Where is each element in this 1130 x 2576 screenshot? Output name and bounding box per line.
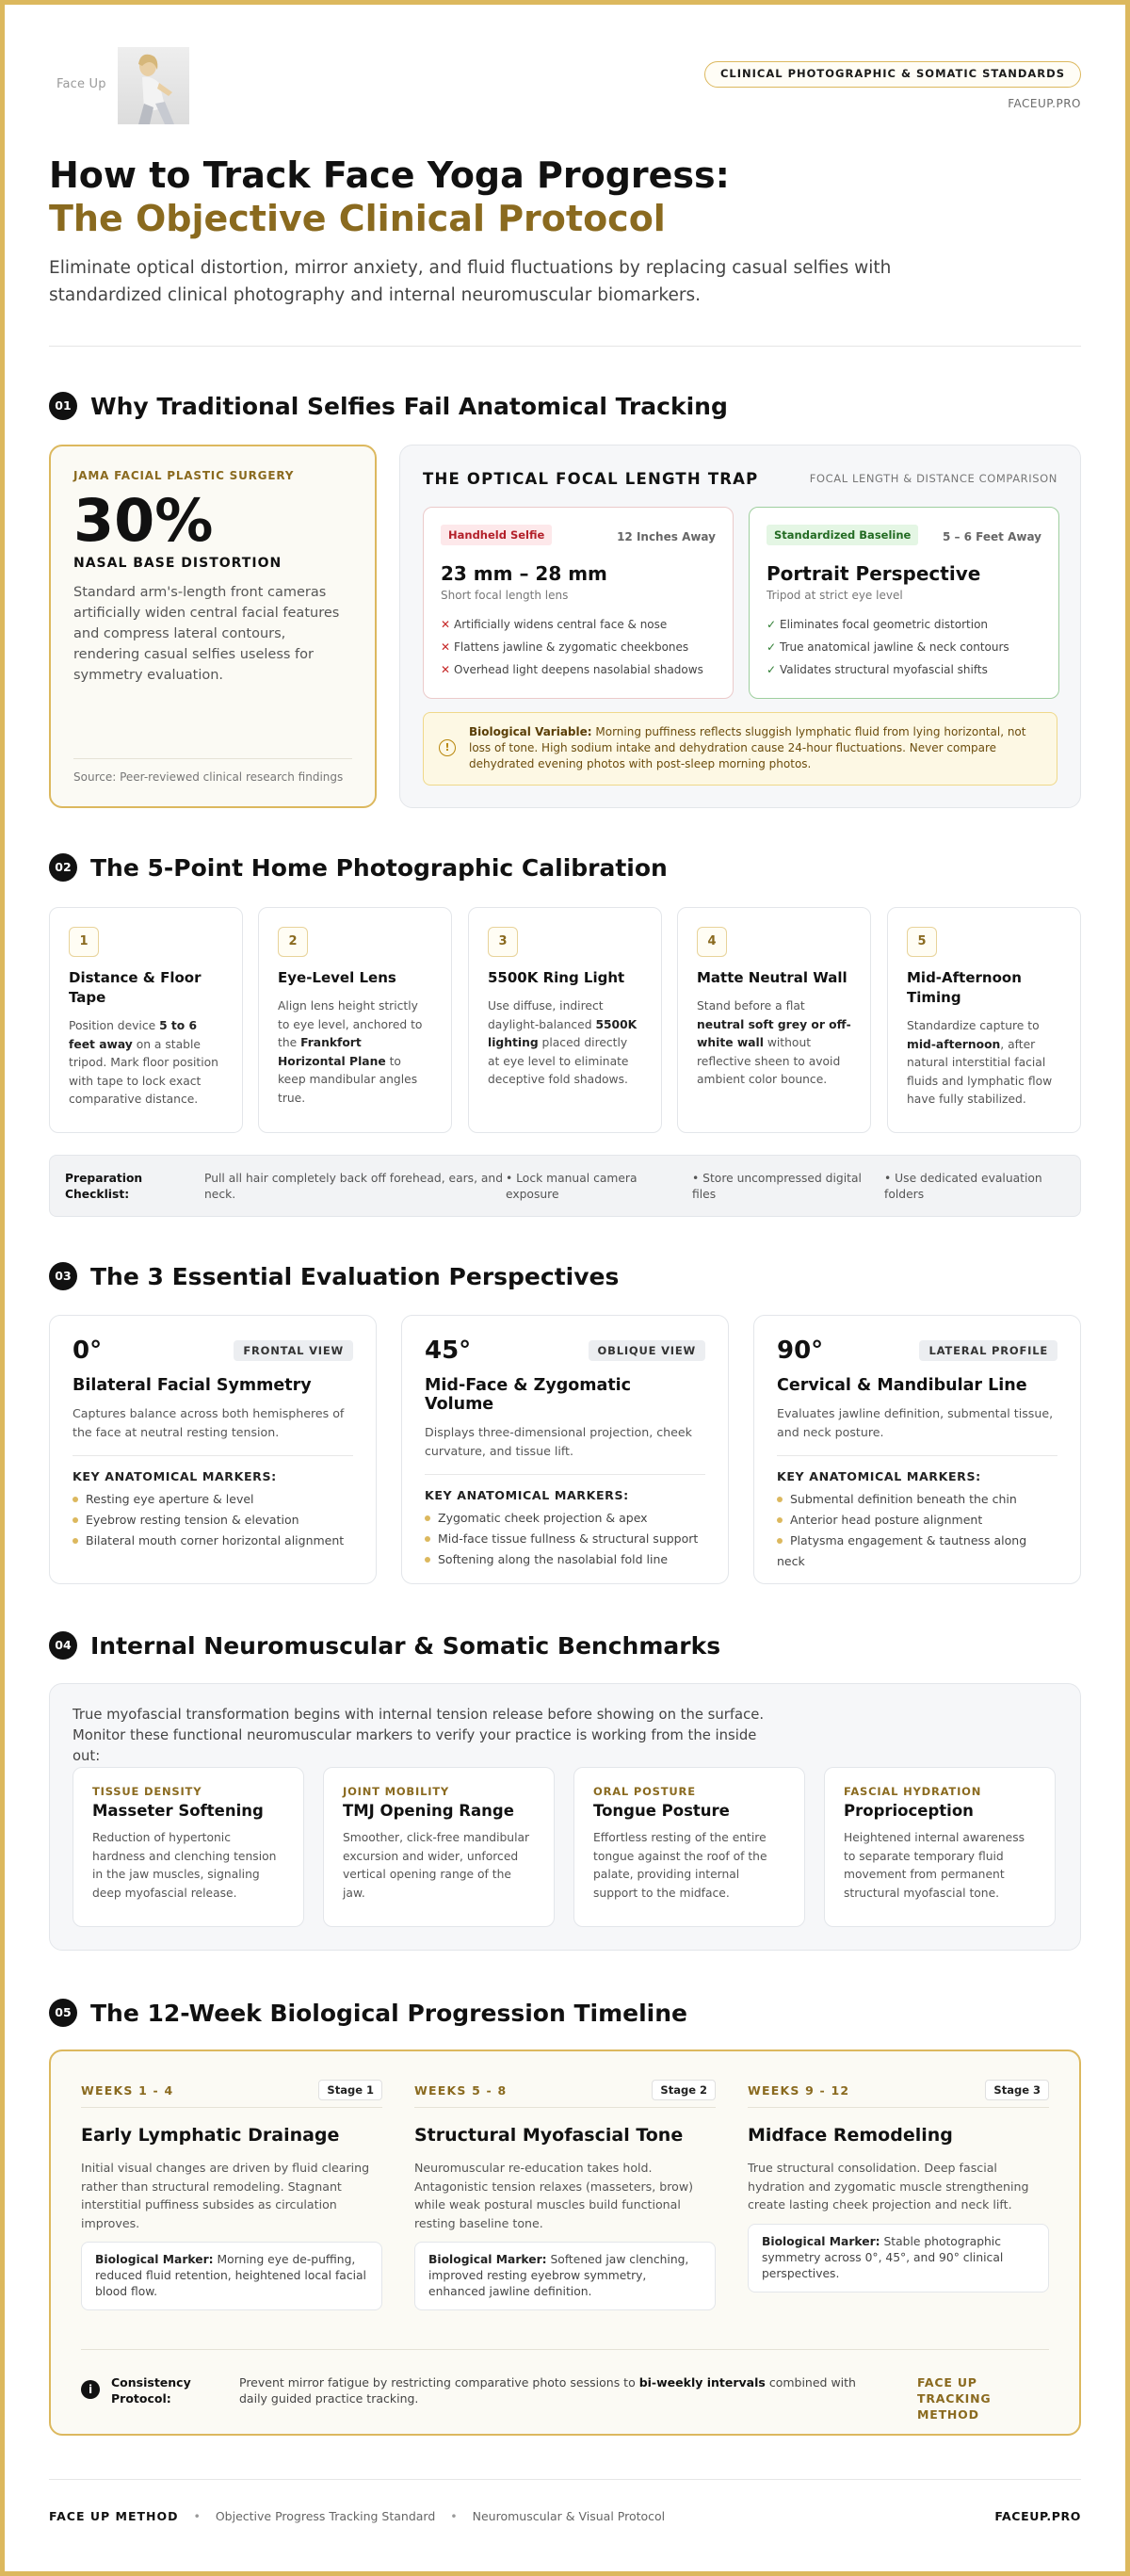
stage-description: Initial visual changes are driven by fluid clearing rather than structural remodeling. Stagnant interstitial puffiness subsides as circulation improves.: [81, 2161, 370, 2230]
stage-weeks: WEEKS 9 - 12: [748, 2083, 850, 2098]
progression-timeline: [49, 2049, 1081, 2436]
list-item: Platysma engagement & tautness along neck: [777, 1533, 1027, 1568]
list-item: ✓ Validates structural myofascial shifts: [767, 658, 1041, 681]
timeline-stage: [414, 2080, 716, 2310]
stage-header: [748, 2080, 1049, 2108]
site-url[interactable]: FACEUP.PRO: [1008, 97, 1081, 110]
step-description: Use diffuse, indirect daylight-balanced 5500K lighting placed directly at eye level to eliminate deceptive fold shadows.: [488, 999, 638, 1086]
section-4-heading: [49, 1631, 720, 1660]
note-label: Biological Variable:: [469, 725, 592, 738]
consistency-label: Consistency Protocol:: [111, 2375, 191, 2406]
biological-marker: Biological Marker: Stable photographic symmetry across 0°, 45°, and 90° clinical perspectives.: [748, 2224, 1049, 2292]
check-icon: ✓: [767, 640, 777, 654]
step-title: Distance & Floor Tape: [69, 969, 202, 1006]
perspective-angle: 0°: [73, 1337, 103, 1365]
perspective-title: Mid-Face & Zygomatic Volume: [425, 1376, 632, 1414]
list-item: Submental definition beneath the chin: [777, 1489, 1057, 1510]
benchmark-card: [73, 1767, 304, 1927]
section-number: 02: [49, 853, 77, 882]
intro-text: Eliminate optical distortion, mirror anxiety, and fluid fluctuations by replacing casual selfies with standardized clinical photography and internal neuromuscular biomarkers.: [49, 258, 892, 305]
title-line-1: How to Track Face Yoga Progress:: [49, 154, 730, 196]
footer-brand: FACE UP METHOD: [49, 2509, 179, 2523]
timeline-stage: [748, 2080, 1049, 2292]
checklist-item: • Lock manual camera exposure: [506, 1172, 638, 1201]
focal-trap-card: [399, 445, 1081, 808]
lens-focal: 23 mm – 28 mm: [441, 562, 607, 585]
page-title: [49, 154, 730, 240]
separator-dot: •: [193, 2509, 201, 2523]
perspective-card-frontal: [49, 1315, 377, 1584]
perspective-angle: 45°: [425, 1337, 472, 1365]
perspective-tag: LATERAL PROFILE: [919, 1340, 1057, 1361]
list-item: ✕ Overhead light deepens nasolabial shadows: [441, 658, 716, 681]
section-3-heading: [49, 1262, 619, 1290]
stage-description: Neuromuscular re-education takes hold. Antagonistic tension relaxes (masseters, brow) while weak postural muscles build functional resting baseline tone.: [414, 2161, 694, 2230]
markers-list: [425, 1508, 705, 1570]
lens-distance: 5 – 6 Feet Away: [942, 530, 1041, 543]
preparation-checklist: [49, 1155, 1081, 1217]
cross-icon: ✕: [441, 663, 451, 676]
stat-value: 30%: [73, 486, 214, 555]
note-text: Morning puffiness reflects sluggish lymphatic fluid from lying horizontal, not loss of tone. High sodium intake and dehydration cause 24-hour fluctuations. Never compare dehydrated evening photos with post-sleep morning photos.: [469, 725, 1026, 770]
stage-badge: Stage 2: [652, 2080, 716, 2100]
benchmark-description: Reduction of hypertonic hardness and clenching tension in the jaw muscles, signaling deep myofascial release.: [92, 1831, 277, 1900]
stage-title: Structural Myofascial Tone: [414, 2125, 684, 2146]
timeline-stage: [81, 2080, 382, 2310]
section-1-heading: [49, 392, 728, 420]
stage-description: True structural consolidation. Deep fascial hydration and zygomatic muscle strengthening create lasting cheek projection and neck lift.: [748, 2161, 1029, 2211]
cross-icon: ✕: [441, 618, 451, 631]
checklist-item: Pull all hair completely back off forehead, ears, and neck.: [204, 1172, 504, 1201]
step-title: Eye-Level Lens: [278, 969, 396, 986]
stage-header: [414, 2080, 716, 2108]
calibration-step: [49, 907, 243, 1133]
markers-title: KEY ANATOMICAL MARKERS:: [73, 1469, 277, 1483]
footer: [49, 2509, 1081, 2528]
list-item: Mid-face tissue fullness & structural support: [425, 1529, 705, 1549]
divider: [425, 1474, 705, 1475]
benchmark-title: TMJ Opening Range: [343, 1802, 514, 1820]
stage-weeks: WEEKS 1 - 4: [81, 2083, 174, 2098]
title-line-2: The Objective Clinical Protocol: [49, 198, 666, 239]
stage-badge: Stage 1: [318, 2080, 382, 2100]
trap-subtitle: FOCAL LENGTH & DISTANCE COMPARISON: [809, 472, 1057, 485]
stage-title: Early Lymphatic Drainage: [81, 2125, 340, 2146]
handheld-selfie-card: [423, 507, 734, 699]
benchmark-eyebrow: ORAL POSTURE: [593, 1785, 696, 1798]
list-item: Anterior head posture alignment: [777, 1510, 1057, 1531]
perspective-title: Cervical & Mandibular Line: [777, 1376, 1027, 1395]
calibration-step: [677, 907, 871, 1133]
perspective-tag: OBLIQUE VIEW: [589, 1340, 705, 1361]
benchmark-description: Smoother, click-free mandibular excursion and wider, unforced vertical opening range of the jaw.: [343, 1831, 530, 1900]
checklist-label: Preparation Checklist:: [65, 1172, 143, 1201]
biological-marker: Biological Marker: Morning eye de-puffing, reduced fluid retention, heightened local facial blood flow.: [81, 2242, 382, 2310]
divider: [777, 1455, 1057, 1456]
stat-source: Source: Peer-reviewed clinical research findings: [73, 758, 352, 784]
step-description: Stand before a flat neutral soft grey or off-white wall without reflective sheen to avoid ambient color bounce.: [697, 999, 851, 1086]
list-item: Bilateral mouth corner horizontal alignment: [73, 1531, 353, 1551]
section-title: The 3 Essential Evaluation Perspectives: [90, 1262, 620, 1290]
list-item: Eyebrow resting tension & elevation: [73, 1510, 353, 1531]
step-number: 1: [69, 927, 99, 957]
markers-list: [777, 1489, 1057, 1572]
markers-title: KEY ANATOMICAL MARKERS:: [777, 1469, 981, 1483]
cross-icon: ✕: [441, 640, 451, 654]
section-5-heading: [49, 1999, 687, 2027]
perspective-title: Bilateral Facial Symmetry: [73, 1376, 312, 1395]
list-item: Resting eye aperture & level: [73, 1489, 353, 1510]
section-number: 05: [49, 1999, 77, 2027]
step-title: 5500K Ring Light: [488, 969, 625, 986]
perspective-card-lateral: [753, 1315, 1081, 1584]
perspective-card-oblique: [401, 1315, 729, 1584]
step-title: Matte Neutral Wall: [697, 969, 848, 986]
stage-weeks: WEEKS 5 - 8: [414, 2083, 508, 2098]
stat-description: Standard arm's-length front cameras artificially widen central facial features and compress lateral contours, rendering casual selfies useless for symmetry evaluation.: [73, 585, 340, 683]
separator-dot: •: [450, 2509, 458, 2523]
step-description: Align lens height strictly to eye level, anchored to the Frankfort Horizontal Plane to keep mandibular angles true.: [278, 999, 423, 1105]
list-item: ✕ Artificially widens central face & nose: [441, 613, 716, 636]
calibration-step: [468, 907, 662, 1133]
perspective-description: Displays three-dimensional projection, cheek curvature, and tissue lift.: [425, 1425, 692, 1458]
section-number: 04: [49, 1631, 77, 1660]
benchmark-title: Tongue Posture: [593, 1802, 730, 1820]
markers-title: KEY ANATOMICAL MARKERS:: [425, 1488, 629, 1502]
footer-link[interactable]: Objective Progress Tracking Standard: [215, 2509, 436, 2523]
footer-divider: [49, 2479, 1081, 2480]
list-item: ✓ True anatomical jawline & neck contours: [767, 636, 1041, 658]
benchmark-card: [824, 1767, 1056, 1927]
footer-url[interactable]: FACEUP.PRO: [994, 2509, 1081, 2523]
logo-text[interactable]: Face Up: [56, 77, 106, 91]
lens-points: [441, 613, 716, 681]
lens-points: [767, 613, 1041, 681]
perspective-angle: 90°: [777, 1337, 824, 1365]
calibration-step: [258, 907, 452, 1133]
section-title: The 12-Week Biological Progression Timeline: [90, 1999, 687, 2027]
section-number: 03: [49, 1262, 77, 1290]
biological-marker: Biological Marker: Softened jaw clenching, improved resting eyebrow symmetry, enhanced jawline definition.: [414, 2242, 716, 2310]
step-number: 4: [697, 927, 727, 957]
trap-title: THE OPTICAL FOCAL LENGTH TRAP: [423, 470, 759, 488]
benchmark-eyebrow: FASCIAL HYDRATION: [844, 1785, 982, 1798]
benchmark-description: Effortless resting of the entire tongue against the roof of the palate, providing internal support to the midface.: [593, 1831, 767, 1900]
section-title: Internal Neuromuscular & Somatic Benchmarks: [90, 1631, 721, 1660]
checklist-item: • Use dedicated evaluation folders: [884, 1172, 1042, 1201]
header: [49, 47, 1081, 126]
step-number: 2: [278, 927, 308, 957]
step-description: Standardize capture to mid-afternoon, after natural interstitial facial fluids and lymphatic flow have fully stabilized.: [907, 1019, 1053, 1106]
consistency-brand: FACE UP TRACKING METHOD: [917, 2375, 992, 2422]
footer-link[interactable]: Neuromuscular & Visual Protocol: [472, 2509, 666, 2523]
lens-badge: Standardized Baseline: [767, 525, 918, 545]
stat-eyebrow: JAMA FACIAL PLASTIC SURGERY: [73, 469, 295, 482]
logo-photo: [118, 47, 189, 124]
check-icon: ✓: [767, 618, 777, 631]
step-description: Position device 5 to 6 feet away on a stable tripod. Mark floor position with tape to lock exact comparative distance.: [69, 1019, 218, 1106]
checklist-item: • Store uncompressed digital files: [692, 1172, 862, 1201]
perspective-description: Captures balance across both hemispheres of the face at neutral resting tension.: [73, 1406, 345, 1439]
divider: [49, 346, 1081, 347]
check-icon: ✓: [767, 663, 777, 676]
stage-title: Midface Remodeling: [748, 2125, 953, 2146]
list-item: Zygomatic cheek projection & apex: [425, 1508, 705, 1529]
markers-list: [73, 1489, 353, 1551]
calibration-step: [887, 907, 1081, 1133]
stage-header: [81, 2080, 382, 2108]
somatic-benchmarks-panel: [49, 1683, 1081, 1951]
list-item: ✕ Flattens jawline & zygomatic cheekbones: [441, 636, 716, 658]
step-number: 3: [488, 927, 518, 957]
list-item: ✓ Eliminates focal geometric distortion: [767, 613, 1041, 636]
lens-focal: Portrait Perspective: [767, 562, 981, 585]
consistency-text: Prevent mirror fatigue by restricting comparative photo sessions to bi-weekly intervals combined with daily guided practice tracking.: [239, 2375, 856, 2406]
lens-type: Short focal length lens: [441, 589, 569, 602]
lens-badge: Handheld Selfie: [441, 525, 552, 545]
stat-label: NASAL BASE DISTORTION: [73, 556, 282, 571]
benchmark-eyebrow: JOINT MOBILITY: [343, 1785, 450, 1798]
info-icon: i: [81, 2380, 100, 2399]
benchmark-card: [573, 1767, 805, 1927]
step-number: 5: [907, 927, 937, 957]
benchmark-eyebrow: TISSUE DENSITY: [92, 1785, 202, 1798]
stage-badge: Stage 3: [985, 2080, 1049, 2100]
stat-card: [49, 445, 377, 808]
list-item: Softening along the nasolabial fold line: [425, 1549, 705, 1570]
benchmark-card: [323, 1767, 555, 1927]
consistency-protocol: [81, 2349, 1049, 2422]
somatic-intro: True myofascial transformation begins with internal tension release before showing on the surface. Monitor these functional neuromuscular markers to verify your practice is working from the inside out:: [73, 1707, 765, 1764]
section-2-heading: [49, 853, 668, 882]
lens-distance: 12 Inches Away: [617, 530, 716, 543]
lens-type: Tripod at strict eye level: [767, 589, 903, 602]
standards-pill: CLINICAL PHOTOGRAPHIC & SOMATIC STANDARDS: [704, 61, 1081, 88]
step-title: Mid-Afternoon Timing: [907, 969, 1022, 1006]
benchmark-title: Masseter Softening: [92, 1802, 264, 1820]
standardized-baseline-card: [749, 507, 1059, 699]
benchmark-description: Heightened internal awareness to separate temporary fluid movement from permanent structural myofascial tone.: [844, 1831, 1025, 1900]
benchmark-title: Proprioception: [844, 1802, 974, 1820]
divider: [73, 1455, 353, 1456]
section-number: 01: [49, 392, 77, 420]
alert-icon: !: [439, 739, 456, 756]
section-title: Why Traditional Selfies Fail Anatomical Tracking: [90, 392, 728, 420]
perspective-description: Evaluates jawline definition, submental tissue, and neck posture.: [777, 1406, 1054, 1439]
section-title: The 5-Point Home Photographic Calibration: [90, 853, 668, 882]
biological-variable-note: [423, 712, 1057, 786]
perspective-tag: FRONTAL VIEW: [234, 1340, 353, 1361]
